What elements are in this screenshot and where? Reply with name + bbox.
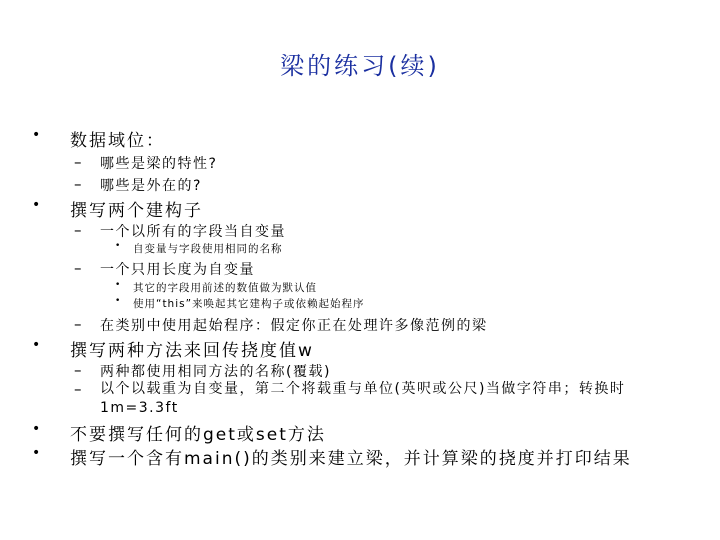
sub-bullet-external	[74, 175, 202, 195]
bullet-marker: •	[32, 127, 43, 143]
sub-bullet-text: 哪些是梁的特性?	[100, 156, 218, 172]
bullet-marker: •	[32, 337, 43, 353]
sub-bullet-text: 一个以所有的字段当自变量	[100, 224, 286, 240]
sub-bullet-text: 哪些是外在的?	[100, 178, 202, 194]
sub-bullet-text: 在类别中使用起始程序：假定你正在处理许多像范例的梁	[100, 318, 488, 334]
bullet-marker: •	[32, 421, 43, 437]
bullet-marker: •	[115, 296, 122, 306]
dash-marker: –	[74, 361, 83, 379]
dash-marker: –	[74, 175, 83, 193]
bullet-constructors	[32, 196, 203, 221]
detail-text: 使用“this”来唤起其它建构子或依赖起始程序	[133, 298, 365, 310]
bullet-text: 撰写两个建构子	[70, 201, 203, 221]
sub-bullet-all-fields	[74, 221, 286, 241]
sub-bullet-overload	[74, 361, 331, 381]
detail-bullet-this	[115, 296, 365, 311]
sub-bullet-units	[74, 380, 685, 418]
bullet-text: 撰写一个含有main()的类别来建立梁，并计算梁的挠度并打印结果	[70, 449, 632, 469]
dash-marker: –	[74, 221, 83, 239]
bullet-deflection-methods	[32, 336, 314, 361]
dash-marker: –	[74, 315, 83, 333]
slide-title: 梁的练习(续)	[280, 52, 440, 80]
bullet-marker: •	[32, 445, 43, 461]
bullet-text: 不要撰写任何的get或set方法	[70, 425, 326, 445]
bullet-main-class	[32, 444, 632, 469]
dash-marker: –	[74, 153, 83, 171]
detail-bullet-same-names	[115, 241, 283, 256]
sub-bullet-text: 以个以载重为自变量，第二个将载重与单位(英呎或公尺)当做字符串；转换时1m=3.3ft	[100, 381, 626, 416]
bullet-marker: •	[32, 197, 43, 213]
bullet-marker: •	[115, 241, 122, 251]
sub-bullet-text: 两种都使用相同方法的名称(覆载)	[100, 364, 331, 380]
bullet-text: 数据域位：	[70, 131, 165, 151]
sub-bullet-text: 一个只用长度为自变量	[100, 262, 255, 278]
bullet-data-fields	[32, 126, 165, 151]
sub-bullet-initializer	[74, 315, 488, 335]
sub-bullet-length-only	[74, 259, 255, 279]
sub-bullet-beam-properties	[74, 153, 218, 173]
dash-marker: –	[74, 259, 83, 277]
detail-text: 其它的字段用前述的数值做为默认值	[133, 282, 317, 294]
bullet-text: 撰写两种方法来回传挠度值w	[70, 341, 314, 361]
detail-text: 自变量与字段使用相同的名称	[133, 243, 283, 255]
bullet-marker: •	[115, 280, 122, 290]
dash-marker: –	[74, 380, 83, 398]
bullet-no-get-set	[32, 420, 326, 445]
detail-bullet-defaults	[115, 280, 317, 295]
